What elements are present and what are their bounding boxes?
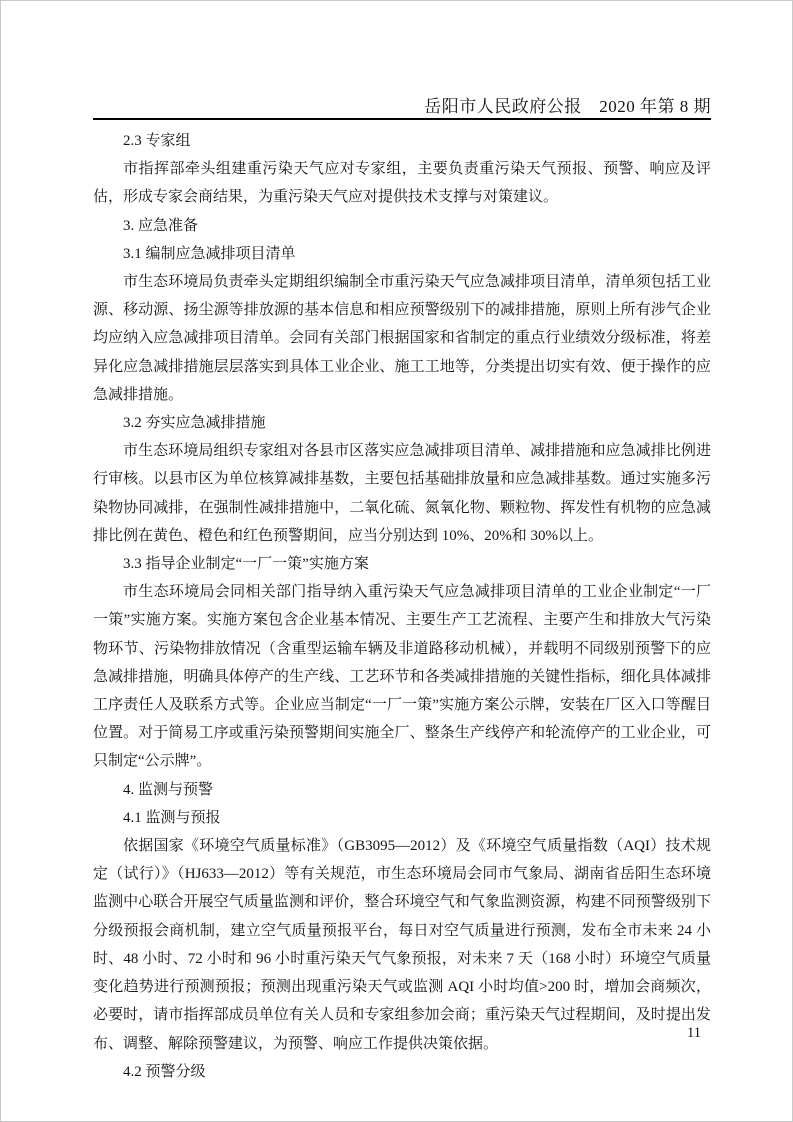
section-heading-3-2: 3.2 夯实应急减排措施 bbox=[123, 415, 266, 432]
section-heading-3-1: 3.1 编制应急减排项目清单 bbox=[123, 245, 296, 262]
paragraph-reduction-measures: 市生态环境局组织专家组对各县市区落实应急减排项目清单、减排措施和应急减排比例进行审核。以县市区为单位核算减排基数，主要包括基础排放量和应急减排基数。通过实施多污染物协同减排，在强制性减排措施中，二氧化硫、氮氧化物、颗粒物、挥发性有机物的应急减排比例在黄色、橙色和红色预警期间，应当分别达到 10%、20%和 30%以上。 bbox=[93, 443, 711, 544]
paragraph-monitoring-forecast: 依据国家《环境空气质量标准》（GB3095—2012）及《环境空气质量指数（AQI）技术规定（试行）》（HJ633—2012）等有关规范，市生态环境局会同市气象局、湖南省岳阳生态环境监测中心联合开展空气质量监测和评价，整合环境空气和气象监测资源，构建不同预警级别下分级预报会商机制，建立空气质量预报平台，每日对空气质量进行预测，发布全市未来 24 小时、48 小时、72 小时和 96 小时重污染天气气象预报，对未来 7 天（168 小时）环境空气质量变化趋势进行预测预报；预测出现重污染天气或监测 AQI 小时均值>200 时，增加会商频次，必要时，请市指挥部成员单位有关人员和专家组参加会商；重污染天气过程期间，及时提出发布、调整、解除预警建议，为预警、响应工作提供决策依据。 bbox=[93, 838, 711, 1052]
section-heading-4-1: 4.1 监测与预报 bbox=[123, 809, 221, 826]
page-number: 11 bbox=[687, 1025, 701, 1041]
section-heading-2-3: 2.3 专家组 bbox=[123, 133, 191, 149]
document-body bbox=[93, 127, 711, 1086]
section-heading-3: 3. 应急准备 bbox=[123, 217, 199, 234]
paragraph-one-plant-one-policy: 市生态环境局会同相关部门指导纳入重污染天气应急减排项目清单的工业企业制定“一厂一策”实施方案。实施方案包含企业基本情况、主要生产工艺流程、主要产生和排放大气污染物环节、污染物排放情况（含重型运输车辆及非道路移动机械），并载明不同级别预警下的应急减排措施，明确具体停产的生产线、工艺环节和各类减排措施的关键性指标，细化具体减排工序责任人及联系方式等。企业应当制定“一厂一策”实施方案公示牌，安装在厂区入口等醒目位置。对于简易工序或重污染预警期间实施全厂、整条生产线停产和轮流停产的工业企业，可只制定“公示牌”。 bbox=[93, 584, 711, 770]
section-heading-4-2: 4.2 预警分级 bbox=[123, 1063, 206, 1080]
paragraph-reduction-list: 市生态环境局负责牵头定期组织编制全市重污染天气应急减排项目清单，清单须包括工业源、移动源、扬尘源等排放源的基本信息和相应预警级别下的减排措施，原则上所有涉气企业均应纳入应急减排项目清单。会同有关部门根据国家和省制定的重点行业绩效分级标准，将差异化应急减排措施层层落实到具体工业企业、施工工地等，分类提出切实有效、便于操作的应急减排措施。 bbox=[93, 274, 711, 403]
section-heading-4: 4. 监测与预警 bbox=[123, 781, 214, 798]
paragraph-expert-group: 市指挥部牵头组建重污染天气应对专家组，主要负责重污染天气预报、预警、响应及评估，形成专家会商结果，为重污染天气应对提供技术支撑与对策建议。 bbox=[93, 161, 711, 206]
gazette-header-title: 岳阳市人民政府公报 2020 年第 8 期 bbox=[424, 97, 711, 116]
section-heading-3-3: 3.3 指导企业制定“一厂一策”实施方案 bbox=[123, 556, 369, 573]
header-rule bbox=[93, 118, 711, 120]
